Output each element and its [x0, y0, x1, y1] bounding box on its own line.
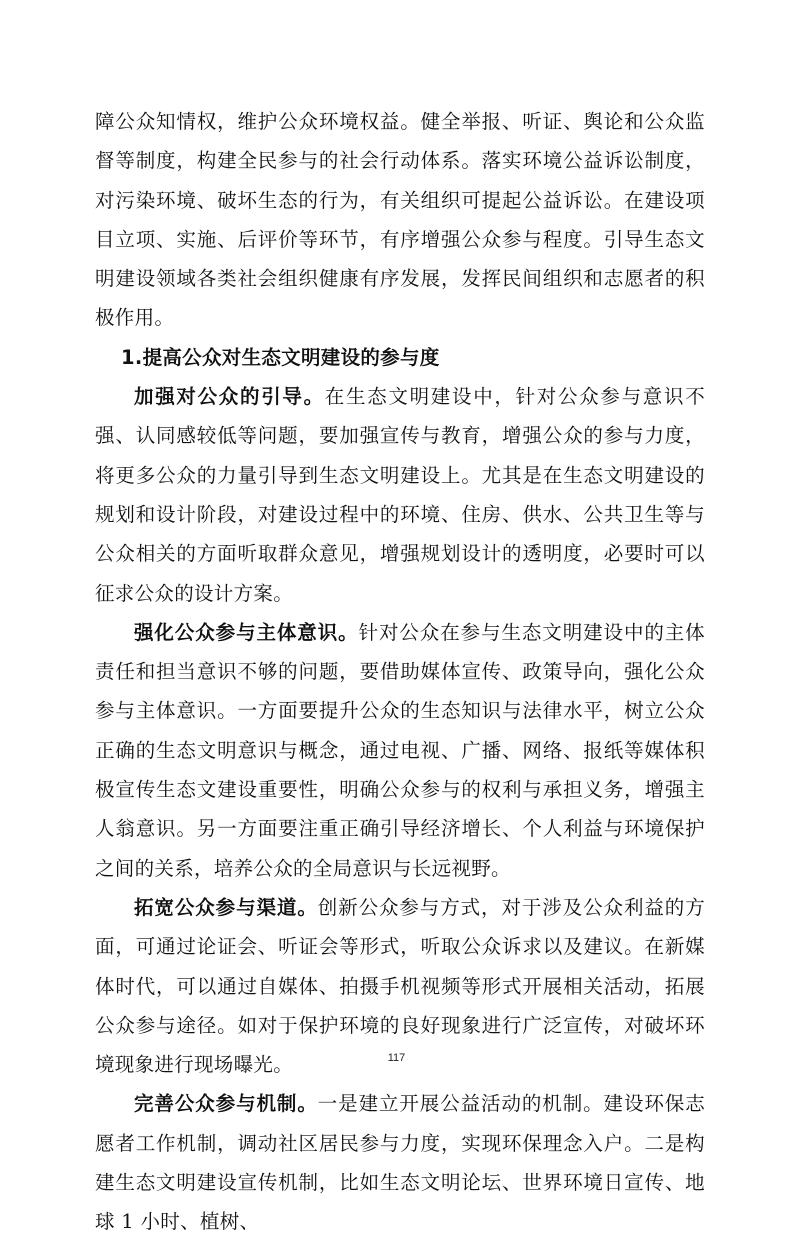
document-page — [95, 102, 705, 1242]
section-heading: 1.提高公众对生态文明建设的参与度 — [121, 345, 440, 369]
intro-paragraph: 障公众知情权，维护公众环境权益。健全举报、听证、舆论和公众监督等制度，构建全民参与的社会行动体系。落实环境公益诉讼制度，对污染环境、破坏生态的行为，有关组织可提起公益诉讼。在建设项目立项、实施、后评价等环节，有序增强公众参与程度。引导生态文明建设领域各类社会组织健康有序发展，发挥民间组织和志愿者的积极作用。 — [95, 110, 705, 330]
paragraph-text: 针对公众在参与生态文明建设中的主体责任和担当意识不够的问题，要借助媒体宣传、政策导向，强化公众参与主体意识。一方面要提升公众的生态知识与法律水平，树立公众正确的生态文明意识与概念，通过电视、广播、网络、报纸等媒体积极宣传生态文建设重要性，明确公众参与的权利与承担义务，增强主人翁意识。另一方面要注重正确引导经济增长、个人利益与环境保护之间的关系，培养公众的全局意识与长远视野。 — [95, 620, 705, 880]
paragraph-text: 创新公众参与方式，对于涉及公众利益的方面，可通过论证会、听证会等形式，听取公众诉求以及建议。在新媒体时代，可以通过自媒体、拍摄手机视频等形式开展相关活动，拓展公众参与途径。如对于保护环境的良好现象进行广泛宣传，对破坏环境现象进行现场曝光。 — [95, 895, 705, 1077]
paragraph-lead: 完善公众参与机制。 — [134, 1092, 318, 1116]
paragraph-text: 在生态文明建设中，针对公众参与意识不强、认同感较低等问题，要加强宣传与教育，增强公众的参与力度，将更多公众的力量引导到生态文明建设上。尤其是在生态文明建设的规划和设计阶段，对建设过程中的环境、住房、供水、公共卫生等与公众相关的方面听取群众意见，增强规划设计的透明度，必要时可以征求公众的设计方案。 — [95, 385, 705, 605]
paragraph-lead: 加强对公众的引导。 — [134, 385, 325, 409]
paragraph-awareness — [95, 613, 705, 888]
page-number: 117 — [387, 1052, 406, 1064]
paragraph-text: 一是建立开展公益活动的机制。建设环保志愿者工作机制，调动社区居民参与力度，实现环保理念入户。二是构建生态文明建设宣传机制，比如生态文明论坛、世界环境日宣传、地球 1 小时、植树、 — [95, 1092, 705, 1234]
paragraph-lead: 拓宽公众参与渠道。 — [134, 895, 318, 919]
paragraph-mechanism — [95, 1084, 705, 1241]
paragraph-guidance — [95, 377, 705, 613]
paragraph-lead: 强化公众参与主体意识。 — [134, 620, 359, 644]
